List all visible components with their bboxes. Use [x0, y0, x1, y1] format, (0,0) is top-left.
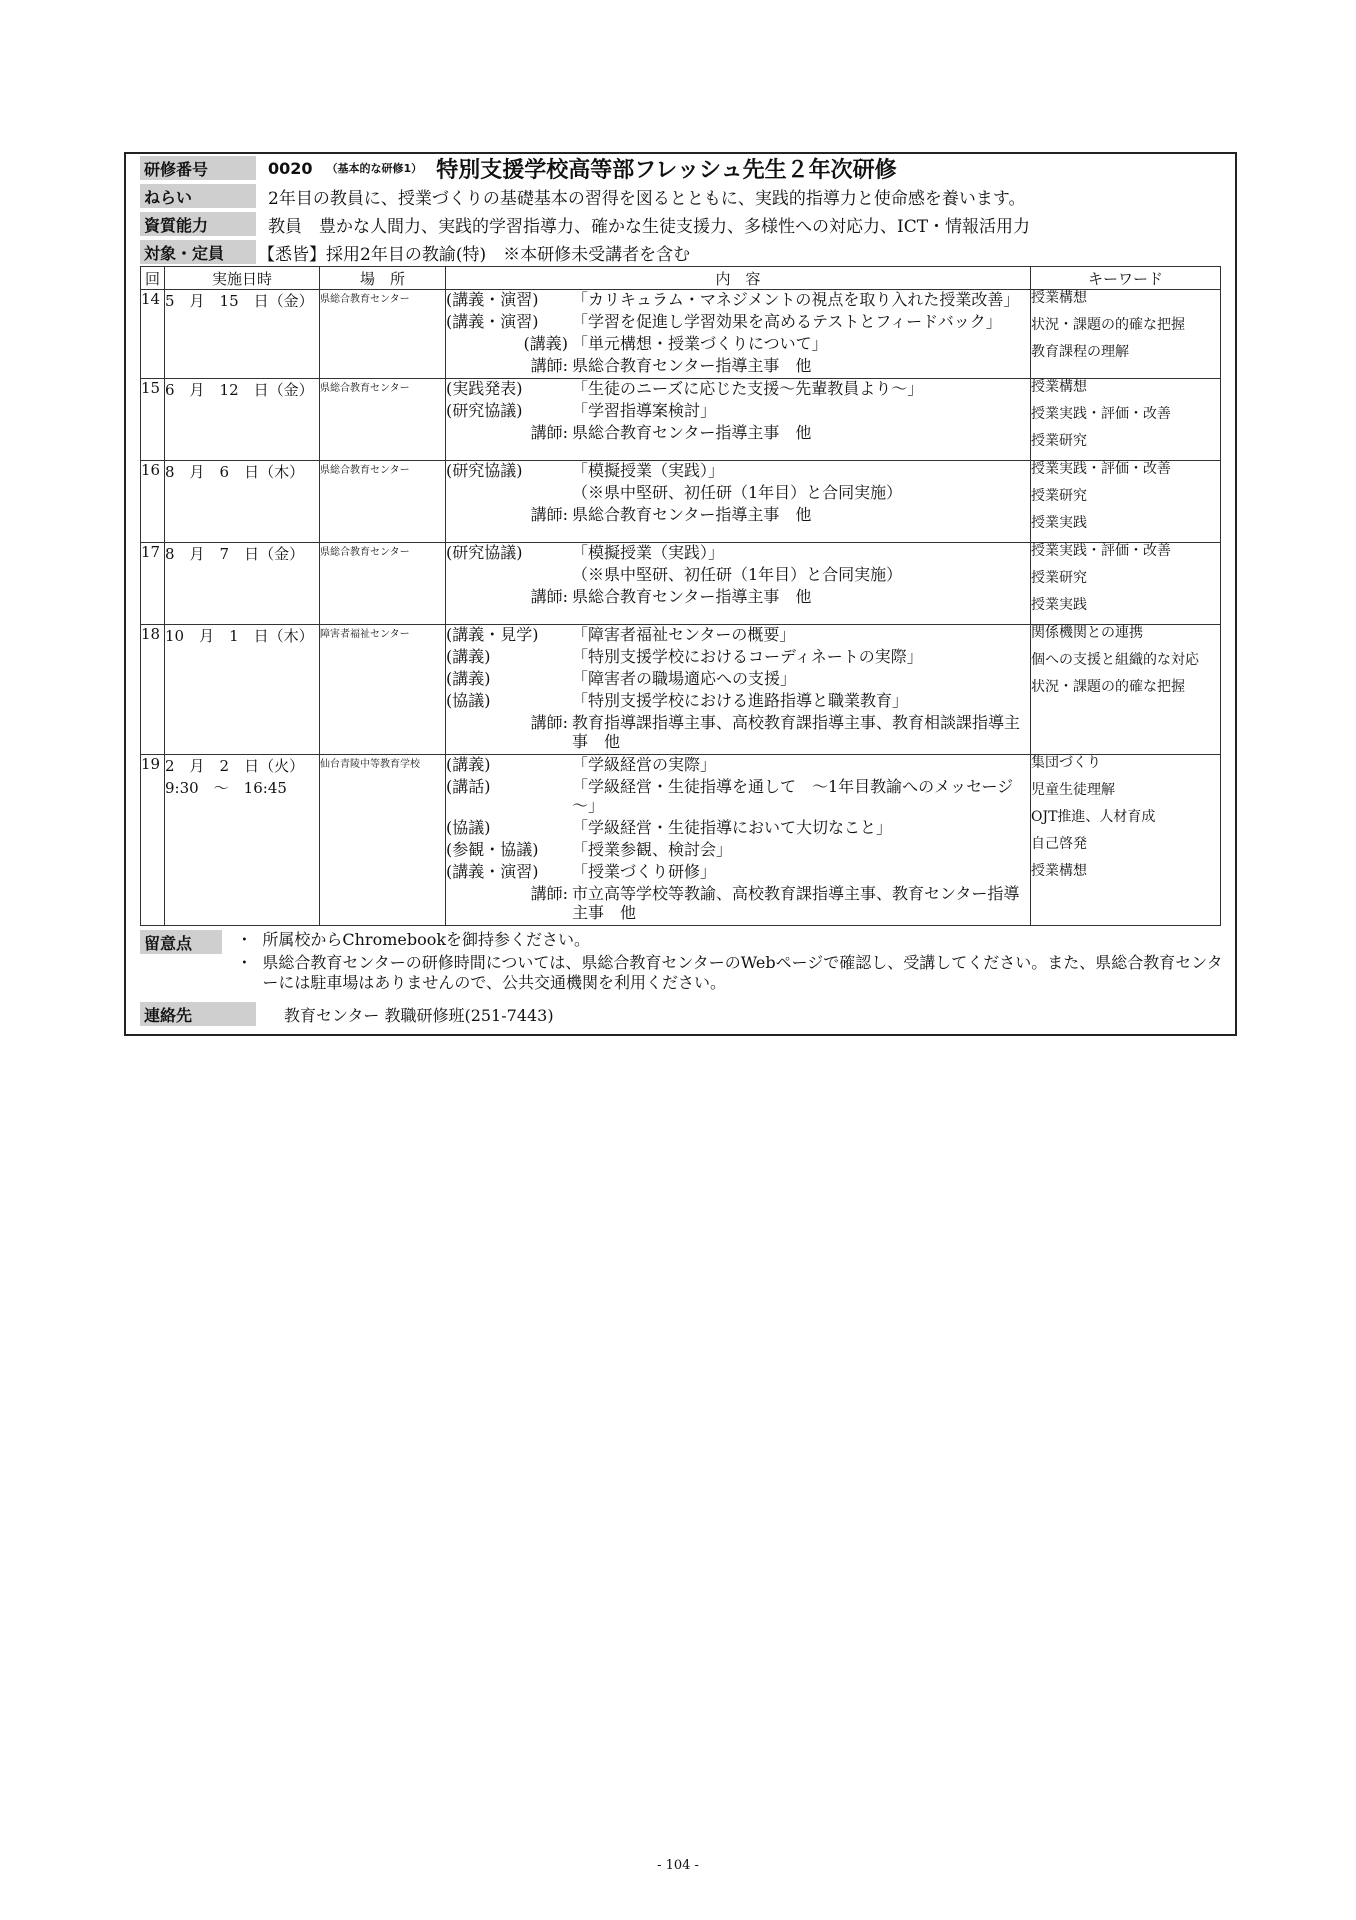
code-label: 研修番号	[140, 156, 256, 180]
session-date	[165, 755, 320, 926]
session-keywords	[1031, 461, 1221, 543]
content-text: （※県中堅研、初任研（1年目）と合同実施）	[572, 565, 903, 584]
content-type: 講師:	[530, 505, 568, 524]
keyword: 授業研究	[1031, 433, 1087, 449]
content-item	[446, 818, 1030, 837]
content-text: 「模擬授業（実践）」	[572, 543, 725, 562]
session-keywords	[1031, 755, 1221, 926]
content-type: 講師:	[530, 356, 568, 375]
keyword: 自己啓発	[1031, 836, 1087, 852]
target-bracket: 【悉皆】	[258, 244, 326, 265]
session-place: 障害者福祉センター	[320, 625, 446, 755]
bullet-icon: ・	[236, 953, 253, 972]
session-keywords	[1031, 290, 1221, 379]
content-text: 県総合教育センター指導主事 他	[572, 356, 812, 375]
session-content	[446, 379, 1031, 461]
content-text: 「生徒のニーズに応じた支援～先輩教員より～」	[572, 379, 924, 398]
schedule-row	[141, 461, 1221, 543]
content-item	[446, 543, 1030, 562]
content-item	[446, 565, 1030, 584]
content-type: (実践発表)	[446, 379, 523, 398]
session-date	[165, 290, 320, 379]
date-line: 5 月 15 日（金）	[165, 292, 314, 310]
content-item	[446, 461, 1030, 480]
keyword: 授業実践・評価・改善	[1031, 543, 1171, 559]
content-item	[446, 625, 1030, 644]
session-content	[446, 625, 1031, 755]
keyword: 授業実践・評価・改善	[1031, 461, 1171, 477]
keyword: 授業構想	[1031, 379, 1087, 395]
content-type: (講話)	[446, 777, 491, 796]
ability-text: 教員 豊かな人間力、実践的学習指導力、確かな生徒支援力、多様性への対応力、ICT・情報活用力	[268, 216, 1031, 237]
course-category: （基本的な研修1）	[326, 162, 423, 175]
content-text: 「模擬授業（実践）」	[572, 461, 725, 480]
content-item	[446, 862, 1030, 881]
content-text: 「単元構想・授業づくりについて」	[572, 334, 828, 353]
aim-label: ねらい	[140, 184, 256, 208]
course-code: 0020	[268, 158, 313, 178]
content-type: 講師:	[530, 423, 568, 442]
content-text: 「特別支援学校における進路指導と職業教育」	[572, 691, 909, 710]
notes-label: 留意点	[140, 930, 222, 954]
content-item	[446, 312, 1030, 331]
content-type: (研究協議)	[446, 401, 523, 420]
note-item	[236, 930, 1235, 950]
session-number: 17	[141, 543, 165, 625]
session-keywords	[1031, 379, 1221, 461]
content-text: 「障害者福祉センターの概要」	[572, 625, 796, 644]
content-item	[446, 691, 1030, 710]
content-type: (協議)	[446, 691, 491, 710]
content-item	[446, 669, 1030, 688]
course-title: 特別支援学校高等部フレッシュ先生２年次研修	[436, 157, 897, 183]
date-line: 10 月 1 日（木）	[165, 627, 314, 645]
content-type: (講義)	[446, 755, 491, 774]
target-row	[126, 238, 1235, 266]
content-text: 市立高等学校等教諭、高校教育課指導主事、教育センター指導主事 他	[572, 884, 1020, 922]
session-place: 県総合教育センター	[320, 379, 446, 461]
content-type: (研究協議)	[446, 543, 523, 562]
session-place: 仙台青陵中等教育学校	[320, 755, 446, 926]
schedule-row	[141, 543, 1221, 625]
ability-row	[126, 210, 1235, 238]
session-date	[165, 379, 320, 461]
content-text: 「学級経営の実際」	[572, 755, 717, 774]
session-number: 16	[141, 461, 165, 543]
keyword: 授業実践	[1031, 515, 1087, 531]
keyword: 授業実践	[1031, 597, 1087, 613]
content-text: 「学級経営・生徒指導を通して ～1年目教諭へのメッセージ～」	[572, 777, 1014, 815]
content-item	[446, 290, 1030, 309]
content-item	[446, 334, 1030, 353]
note-text: 所属校からChromebookを御持参ください。	[262, 930, 591, 949]
content-type: (講義)	[523, 334, 568, 353]
keyword: 集団づくり	[1031, 755, 1101, 771]
schedule-row	[141, 379, 1221, 461]
session-date	[165, 543, 320, 625]
session-place: 県総合教育センター	[320, 461, 446, 543]
keyword: 個への支援と組織的な対応	[1031, 652, 1199, 668]
header-date: 実施日時	[165, 267, 320, 290]
content-type: (講義)	[446, 647, 491, 666]
keyword: 教育課程の理解	[1031, 344, 1129, 360]
session-number: 18	[141, 625, 165, 755]
schedule-row	[141, 290, 1221, 379]
aim-text: 2年目の教員に、授業づくりの基礎基本の習得を図るとともに、実践的指導力と使命感を養います。	[268, 188, 1026, 209]
content-text: （※県中堅研、初任研（1年目）と合同実施）	[572, 483, 903, 502]
target-label: 対象・定員	[140, 240, 256, 264]
header-place: 場 所	[320, 267, 446, 290]
content-text: 教育指導課指導主事、高校教育課指導主事、教育相談課指導主事 他	[572, 713, 1021, 751]
content-type: (講義)	[446, 669, 491, 688]
content-type	[446, 483, 572, 502]
keyword: 状況・課題の的確な把握	[1031, 679, 1185, 695]
session-keywords	[1031, 543, 1221, 625]
content-type: (講義・見学)	[446, 625, 539, 644]
content-item	[446, 777, 1030, 815]
aim-row	[126, 182, 1235, 210]
target-text: 採用2年目の教諭(特) ※本研修未受講者を含む	[326, 244, 691, 265]
content-item	[446, 356, 1030, 375]
content-type: (研究協議)	[446, 461, 523, 480]
keyword: 状況・課題の的確な把握	[1031, 317, 1185, 333]
date-line: 6 月 12 日（金）	[165, 381, 314, 399]
note-text: 県総合教育センターの研修時間については、県総合教育センターのWebページで確認し、受講してください。また、県総合教育センターには駐車場はありませんので、公共交通機関を利用ください。	[262, 953, 1223, 992]
content-item	[446, 505, 1030, 524]
notes-section	[126, 930, 1235, 996]
keyword: 授業実践・評価・改善	[1031, 406, 1171, 422]
header-content: 内 容	[446, 267, 1031, 290]
keyword: 授業構想	[1031, 290, 1087, 306]
keyword: 授業研究	[1031, 570, 1087, 586]
note-item	[236, 953, 1235, 993]
session-date	[165, 625, 320, 755]
code-row	[126, 154, 1235, 182]
training-card	[124, 152, 1237, 1036]
content-item	[446, 401, 1030, 420]
content-text: 県総合教育センター指導主事 他	[572, 587, 812, 606]
content-text: 県総合教育センター指導主事 他	[572, 505, 812, 524]
content-type: (講義・演習)	[446, 290, 539, 309]
date-line: 8 月 6 日（木）	[165, 463, 305, 481]
content-text: 「特別支援学校におけるコーディネートの実際」	[572, 647, 923, 666]
header-num: 回	[141, 267, 165, 290]
content-item	[446, 647, 1030, 666]
keyword: 授業構想	[1031, 863, 1087, 879]
session-content	[446, 461, 1031, 543]
content-text: 「学習指導案検討」	[572, 401, 717, 420]
keyword: 児童生徒理解	[1031, 782, 1115, 798]
session-place: 県総合教育センター	[320, 290, 446, 379]
date-line: 9:30 ～ 16:45	[165, 779, 287, 797]
header-keyword: キーワード	[1031, 267, 1221, 290]
keyword: OJT推進、人材育成	[1031, 809, 1156, 825]
content-text: 「授業づくり研修」	[572, 862, 717, 881]
schedule-header-row	[141, 267, 1221, 290]
content-item	[446, 423, 1030, 442]
ability-label: 資質能力	[140, 212, 256, 236]
keyword: 関係機関との連携	[1031, 625, 1143, 641]
content-item	[446, 884, 1030, 922]
schedule-row	[141, 625, 1221, 755]
content-item	[446, 840, 1030, 859]
session-content	[446, 543, 1031, 625]
content-type: 講師:	[530, 884, 568, 903]
keyword: 授業研究	[1031, 488, 1087, 504]
contact-row	[126, 1002, 1235, 1026]
page-number: - 104 -	[657, 1858, 699, 1873]
schedule-row	[141, 755, 1221, 926]
contact-text: 教育センター 教職研修班(251-7443)	[284, 1005, 554, 1025]
content-type: (講義・演習)	[446, 312, 539, 331]
notes-list	[236, 930, 1235, 996]
content-type: (講義・演習)	[446, 862, 539, 881]
content-type: 講師:	[530, 713, 568, 732]
session-content	[446, 290, 1031, 379]
content-type: (参観・協議)	[446, 840, 539, 859]
content-type: 講師:	[530, 587, 568, 606]
session-date	[165, 461, 320, 543]
content-text: 「学習を促進し学習効果を高めるテストとフィードバック」	[572, 312, 1002, 331]
content-text: 「授業参観、検討会」	[572, 840, 733, 859]
content-item	[446, 379, 1030, 398]
content-type: (協議)	[446, 818, 491, 837]
contact-label: 連絡先	[140, 1002, 256, 1026]
content-text: 「学級経営・生徒指導において大切なこと」	[572, 818, 893, 837]
session-place: 県総合教育センター	[320, 543, 446, 625]
content-text: 県総合教育センター指導主事 他	[572, 423, 812, 442]
content-item	[446, 713, 1030, 751]
date-line: 8 月 7 日（金）	[165, 545, 305, 563]
session-content	[446, 755, 1031, 926]
content-text: 「障害者の職場適応への支援」	[572, 669, 797, 688]
session-number: 14	[141, 290, 165, 379]
content-item	[446, 587, 1030, 606]
content-text: 「カリキュラム・マネジメントの視点を取り入れた授業改善」	[572, 290, 1020, 309]
date-line: 2 月 2 日（火）	[165, 757, 305, 775]
content-item	[446, 483, 1030, 502]
session-number: 19	[141, 755, 165, 926]
bullet-icon: ・	[236, 930, 253, 949]
content-item	[446, 755, 1030, 774]
session-number: 15	[141, 379, 165, 461]
schedule-table	[140, 266, 1221, 926]
content-type	[446, 565, 572, 584]
session-keywords	[1031, 625, 1221, 755]
